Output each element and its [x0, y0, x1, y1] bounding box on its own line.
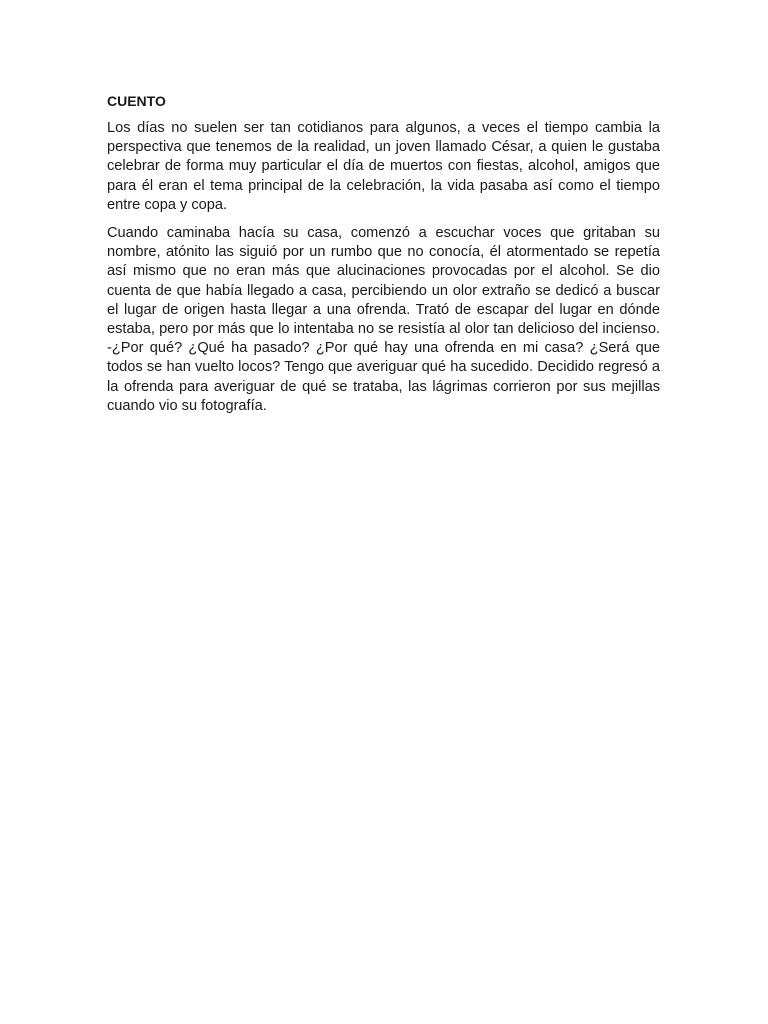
document-title: CUENTO	[107, 93, 166, 109]
document-body	[107, 92, 660, 425]
paragraph-2: Cuando caminaba hacía su casa, comenzó a escuchar voces que gritaban su nombre, atónito las siguió por un rumbo que no conocía, él atormentado se repetía así mismo que no eran más que alucinaciones provocadas por el alcohol. Se dio cuenta de que había llegado a casa, percibiendo un olor extraño se dedicó a buscar el lugar de origen hasta llegar a una ofrenda. Trató de escapar del lugar en dónde estaba, pero por más que lo intentaba no se resistía al olor tan delicioso del incienso. -¿Por qué? ¿Qué ha pasado? ¿Por qué hay una ofrenda en mi casa? ¿Será que todos se han vuelto locos? Tengo que averiguar qué ha sucedido. Decidido regresó a la ofrenda para averiguar de qué se trataba, las lágrimas corrieron por sus mejillas cuando vio su fotografía.	[107, 225, 660, 414]
paragraph-1: Los días no suelen ser tan cotidianos para algunos, a veces el tiempo cambia la perspectiva que tenemos de la realidad, un joven llamado César, a quien le gustaba celebrar de forma muy particular el día de muertos con fiestas, alcohol, amigos que para él eran el tema principal de la celebración, la vida pasaba así como el tiempo entre copa y copa.	[107, 120, 660, 213]
